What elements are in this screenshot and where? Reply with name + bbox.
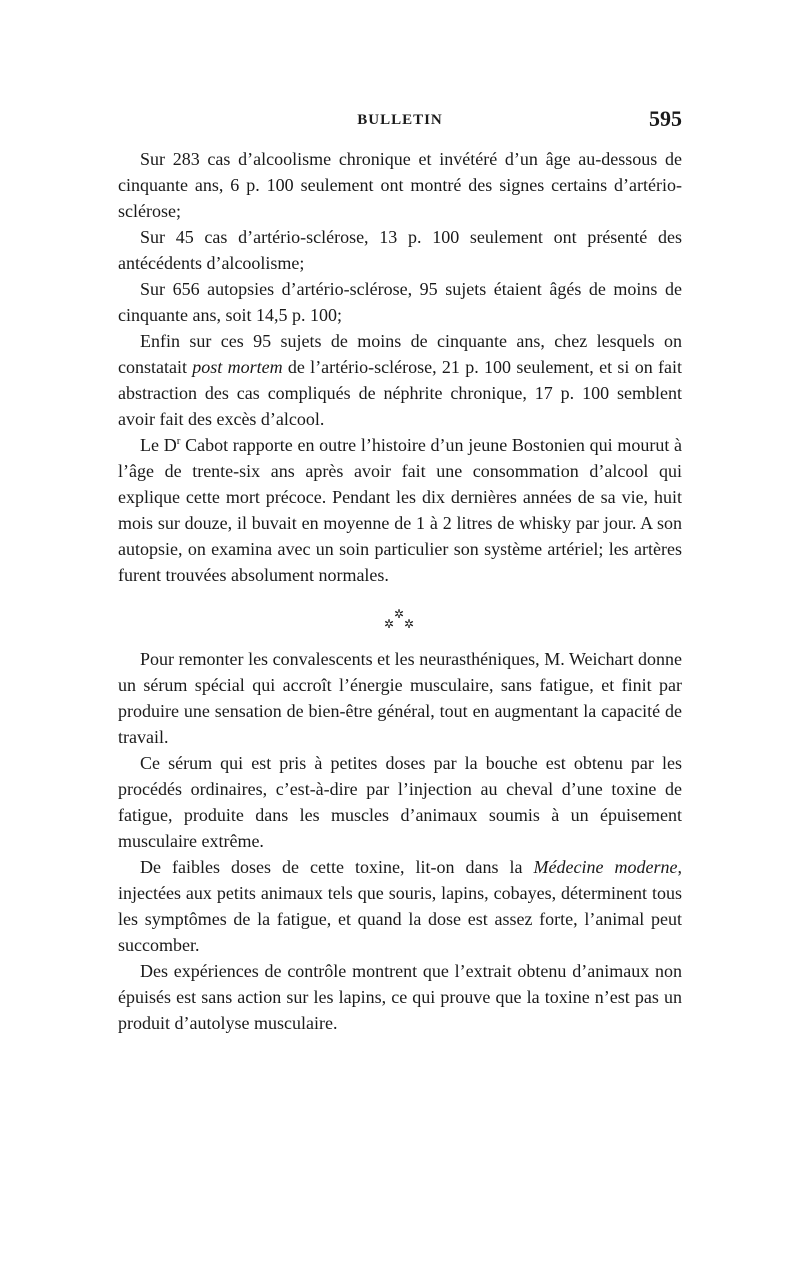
- paragraph: Sur 45 cas d’artério-sclérose, 13 p. 100 seulement ont présenté des antécédents d’alcoolisme;: [118, 227, 682, 273]
- italic-term: Médecine moderne: [533, 857, 678, 877]
- italic-term: post mortem: [192, 357, 283, 377]
- page-header: [118, 104, 682, 140]
- separator-star-icon: ✲: [384, 617, 395, 631]
- paragraph: Sur 656 autopsies d’artério-sclérose, 95 sujets étaient âgés de moins de cinquante ans, soit 14,5 p. 100;: [118, 279, 682, 325]
- page-number: 595: [649, 106, 682, 131]
- paragraph: Sur 283 cas d’alcoolisme chronique et invétéré d’un âge au-dessous de cinquante ans, 6 p. 100 seulement ont montré des signes certains d’artério-sclérose;: [118, 149, 682, 221]
- paragraph-text: Enfin sur ces 95 sujets de moins de cinquante ans, chez lesquels on constatait: [118, 331, 682, 377]
- paragraph-text: , injectées aux petits animaux tels que souris, lapins, cobayes, déterminent tous les symptômes de la fatigue, et quand la dose est assez forte, l’animal peut succomber.: [118, 857, 682, 955]
- paragraph: Ce sérum qui est pris à petites doses par la bouche est obtenu par les procédés ordinaires, c’est-à-dire par l’injection au cheval d’une toxine de fatigue, produite dans les muscles d’animaux soumis à un épuisement musculaire extrême.: [118, 753, 682, 851]
- paragraph-text: De faibles doses de cette toxine, lit-on dans la: [140, 857, 534, 877]
- running-head: BULLETIN: [357, 112, 443, 128]
- paragraph: [118, 328, 682, 432]
- separator-star-icon: ✲: [394, 607, 405, 621]
- paragraph: Pour remonter les convalescents et les neurasthéniques, M. Weichart donne un sérum spécial qui accroît l’énergie musculaire, sans fatigue, et finit par produire une sensation de bien-être général, tout en augmentant la capacité de travail.: [118, 649, 682, 747]
- separator-star-icon: ✲: [404, 617, 415, 631]
- superscript: r: [176, 435, 181, 447]
- section-separator: [118, 588, 682, 646]
- paragraph-text: Le D: [140, 435, 177, 455]
- paragraph: Des expériences de contrôle montrent que l’extrait obtenu d’animaux non épuisés est sans action sur les lapins, ce qui prouve que la toxine n’est pas un produit d’autolyse musculaire.: [118, 961, 682, 1033]
- body-text: [118, 146, 682, 1036]
- paragraph: [118, 854, 682, 958]
- paragraph: [118, 432, 682, 588]
- paragraph-text: de l’artério-sclérose, 21 p. 100 seulement, et si on fait abstraction des cas compliqués de néphrite chronique, 17 p. 100 semblent avoir fait des excès d’alcool.: [118, 357, 682, 429]
- paragraph-text: Cabot rapporte en outre l’histoire d’un jeune Bostonien qui mourut à l’âge de trente-six ans après avoir fait une consommation d’alcool qui explique cette mort précoce. Pendant les dix dernières années de sa vie, huit mois sur douze, il buvait en moyenne de 1 à 2 litres de whisky par jour. A son autopsie, on examina avec un soin particulier son système artériel; les artères furent trouvées absolument normales.: [118, 435, 683, 585]
